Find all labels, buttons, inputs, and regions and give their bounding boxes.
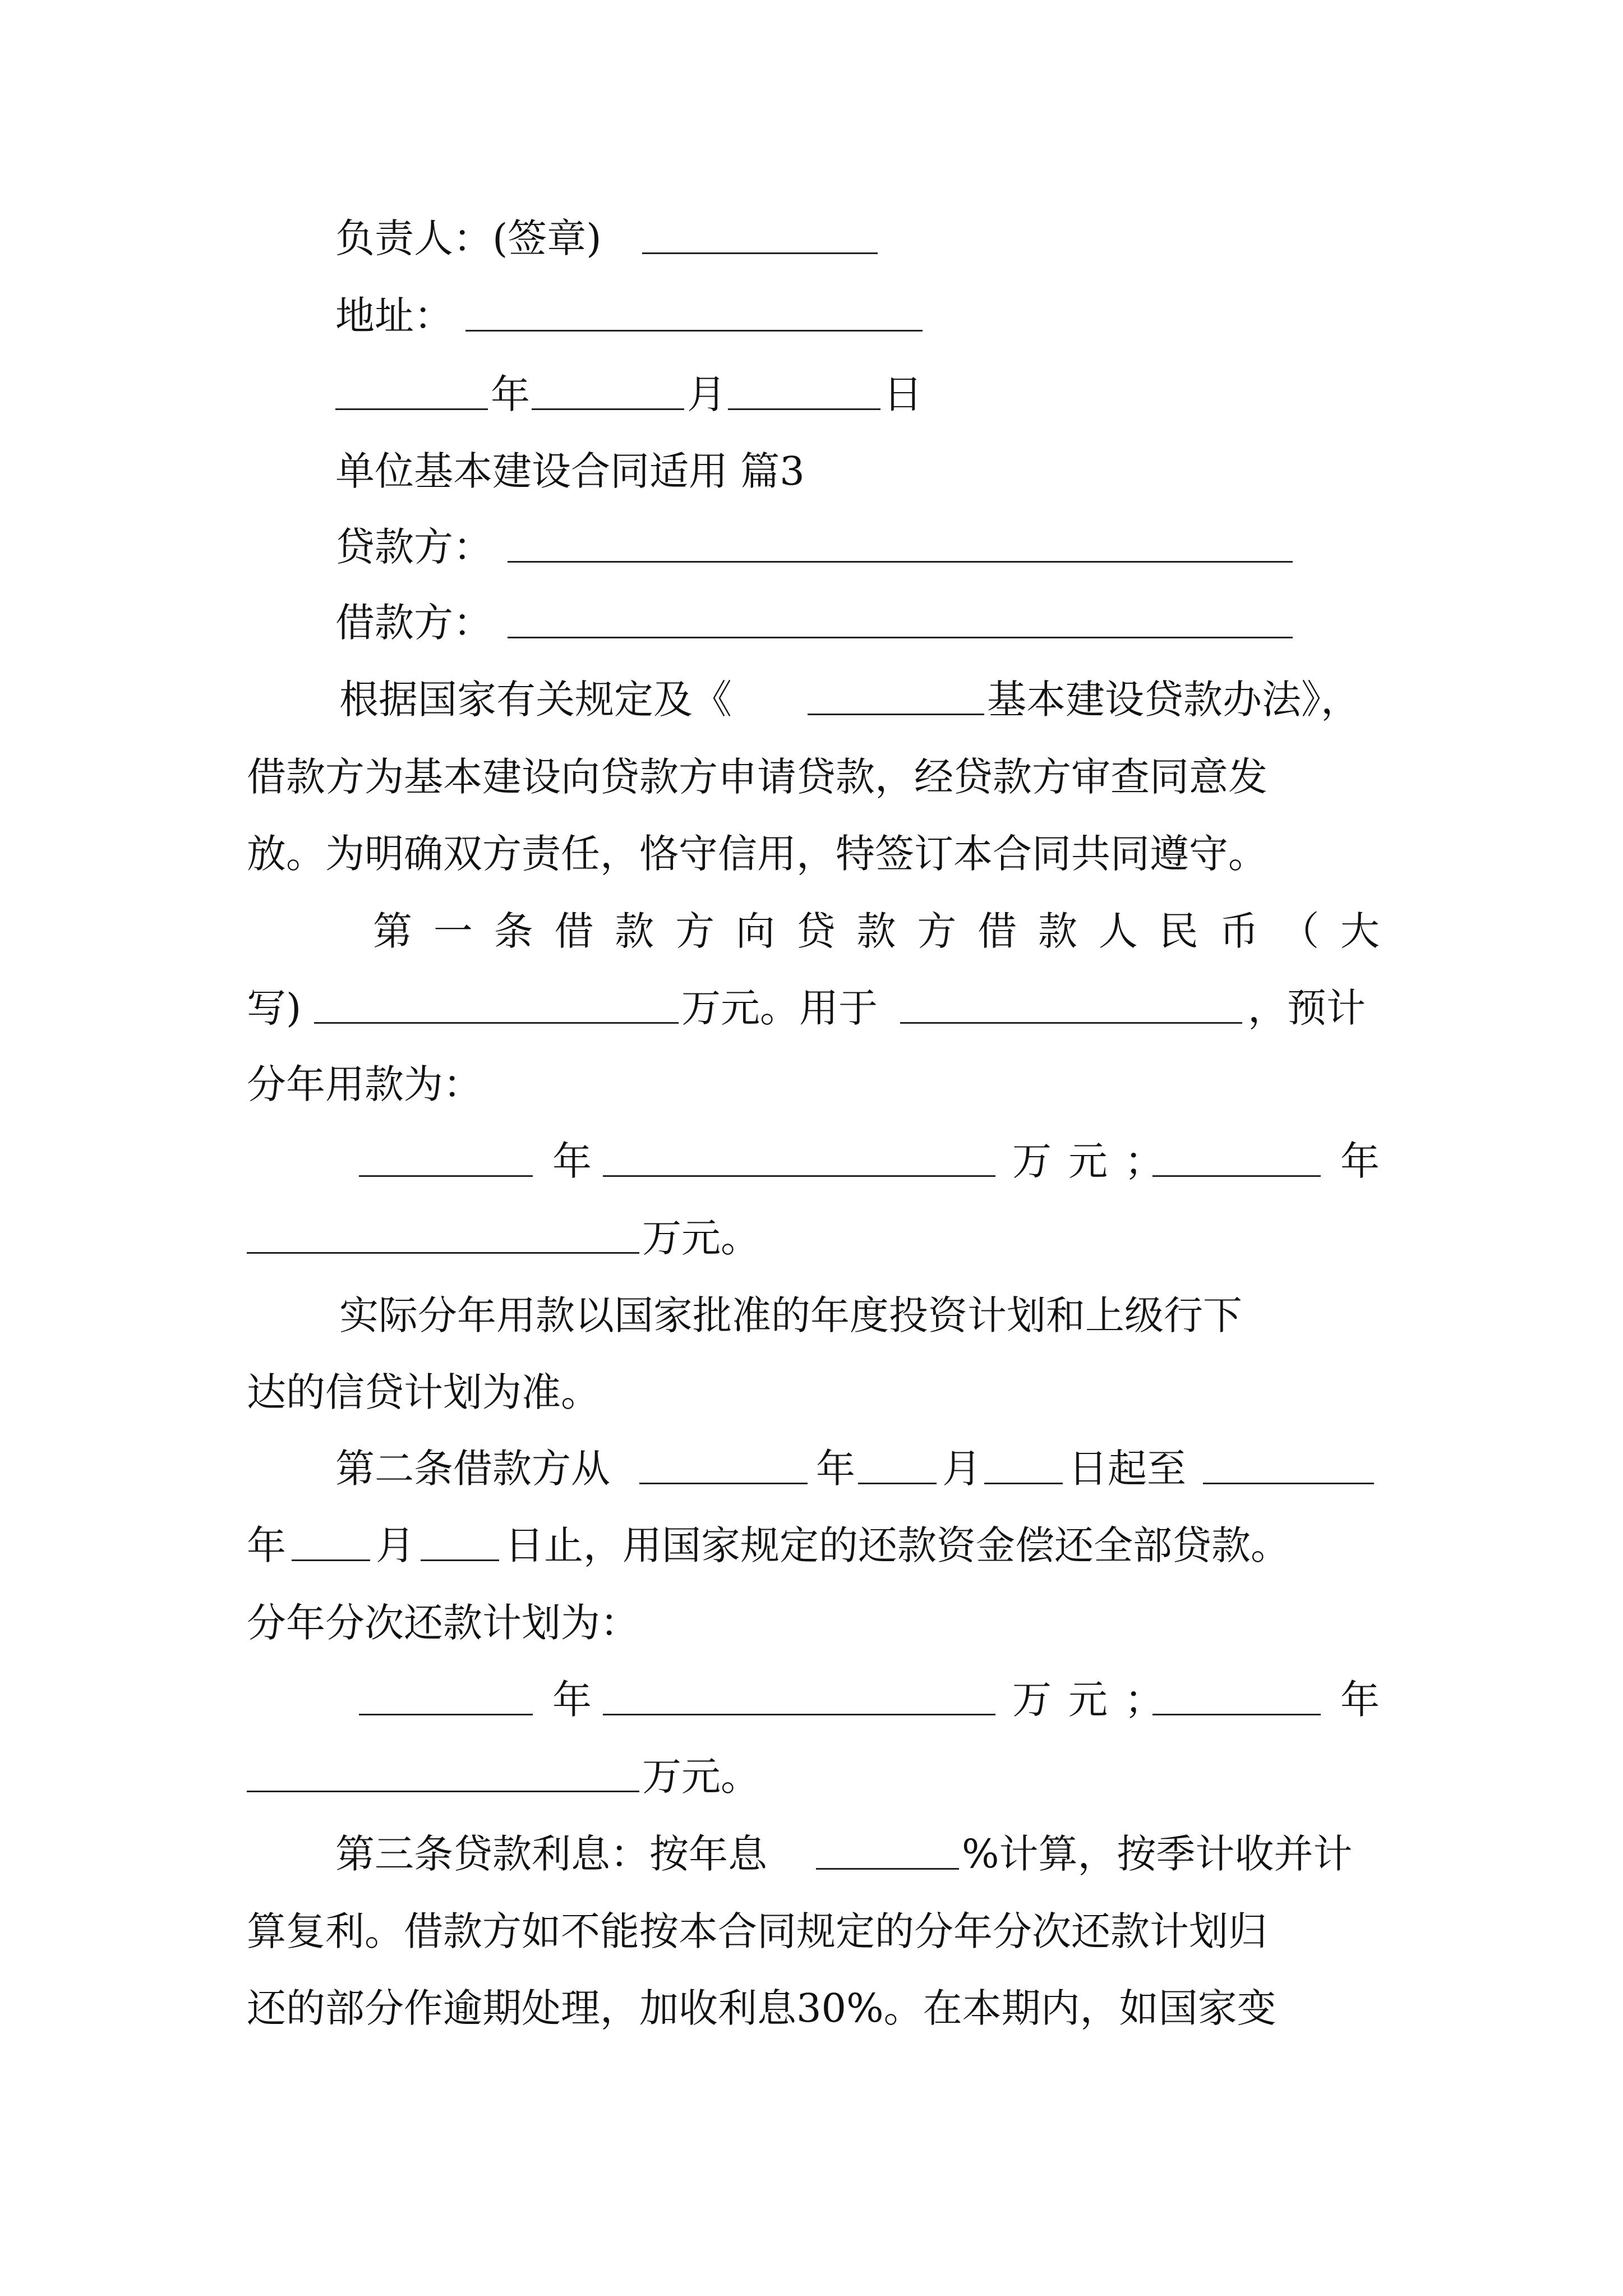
responsible-signature-blank bbox=[642, 252, 878, 254]
regulation-name-blank bbox=[808, 714, 984, 715]
repay-start-year-label: 年 bbox=[816, 1446, 855, 1492]
article1-char: 条 bbox=[494, 908, 533, 954]
article1-char: （ bbox=[1280, 908, 1320, 954]
article1-char: 一 bbox=[433, 908, 473, 954]
article2-text-2: 日止，用国家规定的还款资金偿还全部贷款。 bbox=[505, 1522, 1290, 1568]
article1-char: 第 bbox=[373, 908, 412, 954]
usage-amount-2-blank bbox=[247, 1252, 639, 1254]
article2-text-3: 分年分次还款计划为： bbox=[247, 1600, 639, 1646]
responsible-person-label: 负责人：(签章) bbox=[335, 215, 602, 261]
usage-plan-line-1 bbox=[0, 1130, 1623, 1192]
interest-rate-blank bbox=[816, 1868, 959, 1870]
preamble-text-b: 基本建设贷款办法》， bbox=[987, 677, 1360, 723]
repay-yuan-label: 元； bbox=[1068, 1677, 1181, 1723]
date-day-label: 日 bbox=[883, 371, 923, 417]
article1-text-b: 万元。用于 bbox=[681, 985, 878, 1031]
article1-char: 款 bbox=[1038, 908, 1077, 954]
repay-year-2-blank bbox=[1152, 1714, 1321, 1715]
article1-char: 贷 bbox=[796, 908, 836, 954]
date-month-label: 月 bbox=[687, 371, 726, 417]
article1-char: 方 bbox=[675, 908, 715, 954]
repay-amount-1-blank bbox=[603, 1714, 995, 1715]
repay-end-day-blank bbox=[421, 1559, 499, 1561]
usage-wan-label: 万 bbox=[1012, 1138, 1052, 1184]
repay-wan-end-label: 万元。 bbox=[642, 1754, 760, 1800]
usage-note-line-1 bbox=[0, 1285, 1623, 1346]
article1-text-c: ，预计 bbox=[1248, 985, 1366, 1031]
usage-note-text-1: 实际分年用款以国家批准的年度投资计划和上级行下 bbox=[339, 1292, 1242, 1338]
repay-start-year-blank bbox=[639, 1483, 808, 1484]
date-day-blank bbox=[728, 408, 880, 410]
loan-purpose-blank bbox=[900, 1022, 1242, 1024]
date-year-blank bbox=[335, 408, 488, 410]
repay-year-1-label: 年 bbox=[552, 1677, 592, 1723]
usage-plan-line-2 bbox=[0, 1207, 1623, 1269]
article1-char: 币 bbox=[1219, 908, 1259, 954]
date-month-blank bbox=[532, 408, 684, 410]
lender-label: 贷款方： bbox=[335, 524, 492, 570]
preamble-line-2 bbox=[0, 746, 1623, 808]
repay-end-year-label: 年 bbox=[247, 1522, 286, 1568]
article1-char: 方 bbox=[917, 908, 957, 954]
article1-char: 借 bbox=[554, 908, 594, 954]
repay-amount-2-blank bbox=[247, 1791, 639, 1792]
repay-start-month-blank bbox=[858, 1483, 937, 1484]
repay-year-1-blank bbox=[359, 1714, 533, 1715]
article1-text-a: 写) bbox=[247, 985, 302, 1031]
article2-line-2 bbox=[0, 1515, 1623, 1576]
preamble-text-3: 放。为明确双方责任，恪守信用，特签订本合同共同遵守。 bbox=[247, 831, 1267, 877]
repay-end-year-blank bbox=[1203, 1483, 1374, 1484]
repay-start-day-label: 日起至 bbox=[1068, 1446, 1186, 1492]
preamble-text-2: 借款方为基本建设向贷款方申请贷款，经贷款方审查同意发 bbox=[247, 754, 1267, 800]
usage-year-2-label: 年 bbox=[1340, 1138, 1380, 1184]
repay-end-month-blank bbox=[292, 1559, 370, 1561]
article2-text-a: 第二条借款方从 bbox=[335, 1446, 610, 1492]
responsible-person-line bbox=[0, 208, 1623, 269]
usage-year-2-blank bbox=[1152, 1175, 1321, 1177]
usage-amount-1-blank bbox=[603, 1175, 995, 1177]
address-blank bbox=[465, 330, 923, 332]
article1-text-3: 分年用款为： bbox=[247, 1061, 482, 1107]
usage-note-line-2 bbox=[0, 1361, 1623, 1423]
usage-wan-end-label: 万元。 bbox=[642, 1215, 760, 1261]
article1-char: 向 bbox=[735, 908, 775, 954]
address-line bbox=[0, 285, 1623, 347]
repay-start-day-blank bbox=[984, 1483, 1063, 1484]
borrower-label: 借款方： bbox=[335, 600, 492, 646]
repay-end-month-label: 月 bbox=[376, 1522, 415, 1568]
article1-char: 款 bbox=[615, 908, 654, 954]
article1-char: 人 bbox=[1098, 908, 1138, 954]
article1-line-1 bbox=[373, 900, 1380, 962]
repay-wan-label: 万 bbox=[1012, 1677, 1052, 1723]
repay-start-month-label: 月 bbox=[942, 1446, 981, 1492]
address-label: 地址： bbox=[335, 293, 453, 339]
article2-line-3 bbox=[0, 1592, 1623, 1654]
preamble-line-3 bbox=[0, 823, 1623, 885]
usage-year-1-blank bbox=[359, 1175, 533, 1177]
usage-year-1-label: 年 bbox=[552, 1138, 592, 1184]
preamble-line-1 bbox=[0, 669, 1623, 730]
contract-heading: 单位基本建设合同适用 篇3 bbox=[335, 448, 805, 494]
loan-amount-blank bbox=[314, 1022, 679, 1024]
lender-blank bbox=[508, 561, 1293, 563]
repay-year-2-label: 年 bbox=[1340, 1677, 1380, 1723]
repay-plan-line-1 bbox=[0, 1669, 1623, 1731]
article3-line-2 bbox=[0, 1901, 1623, 1962]
borrower-blank bbox=[508, 637, 1293, 638]
article3-text-a: 第三条贷款利息：按年息 bbox=[335, 1831, 767, 1877]
usage-note-text-2: 达的信贷计划为准。 bbox=[247, 1369, 600, 1415]
article2-line-1 bbox=[0, 1438, 1623, 1499]
article3-text-b: %计算，按季计收并计 bbox=[962, 1831, 1353, 1877]
article1-char: 借 bbox=[978, 908, 1017, 954]
signature-date-line bbox=[0, 364, 1623, 425]
article3-text-2: 算复利。借款方如不能按本合同规定的分年分次还款计划归 bbox=[247, 1908, 1267, 1954]
borrower-line bbox=[0, 592, 1623, 654]
article1-char: 大 bbox=[1340, 908, 1380, 954]
article1-char: 民 bbox=[1159, 908, 1198, 954]
article3-text-3: 还的部分作逾期处理，加收利息30%。在本期内，如国家变 bbox=[247, 1985, 1276, 2031]
contract-heading-line bbox=[0, 440, 1623, 502]
repay-plan-line-2 bbox=[0, 1746, 1623, 1807]
date-year-label: 年 bbox=[491, 371, 530, 417]
preamble-text-a: 根据国家有关规定及《 bbox=[339, 677, 732, 723]
article1-line-3 bbox=[0, 1053, 1623, 1115]
article1-line-2 bbox=[0, 977, 1623, 1039]
article3-line-1 bbox=[0, 1823, 1623, 1885]
article3-line-3 bbox=[0, 1977, 1623, 2039]
usage-yuan-label: 元； bbox=[1068, 1138, 1181, 1184]
lender-line bbox=[0, 516, 1623, 578]
article1-char: 款 bbox=[856, 908, 896, 954]
